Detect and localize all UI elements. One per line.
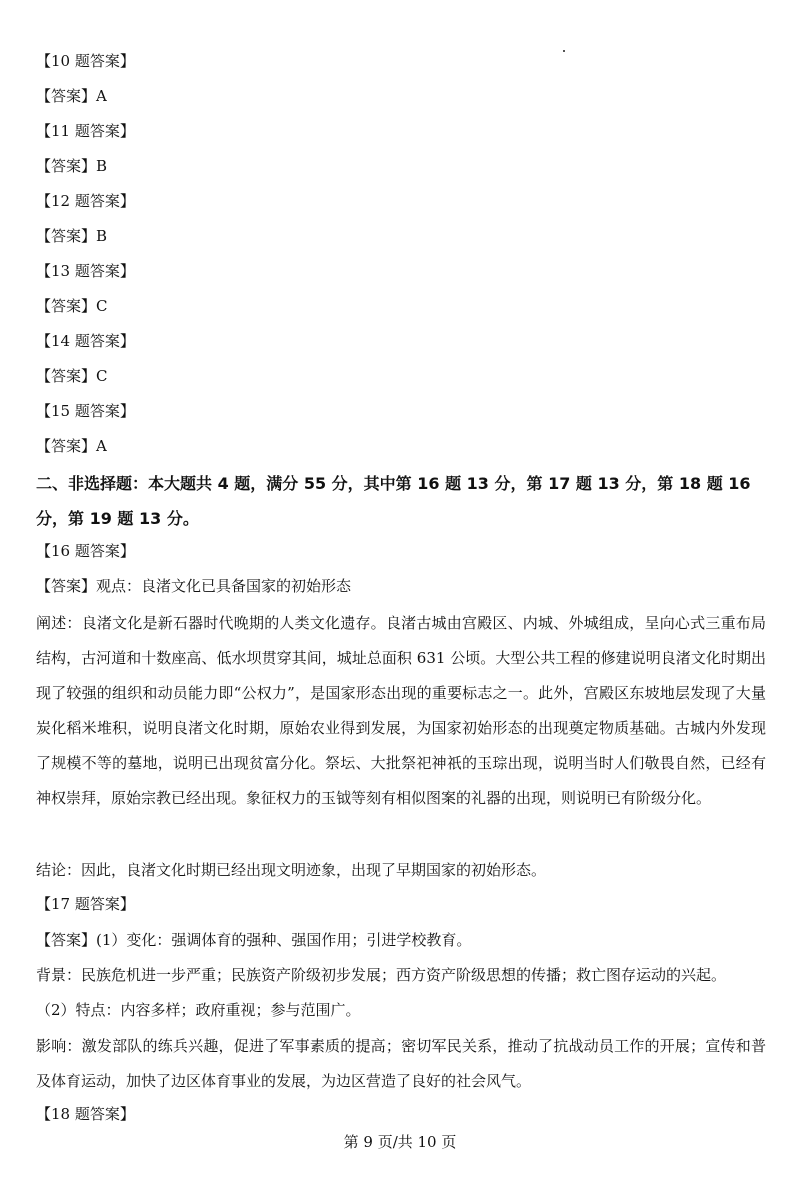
q13-label: 【13 题答案】 bbox=[36, 262, 135, 280]
q16-viewpoint: 【答案】观点：良渚文化已具备国家的初始形态 bbox=[36, 577, 352, 595]
q16-label: 【16 题答案】 bbox=[36, 542, 135, 560]
q11-answer: 【答案】B bbox=[36, 157, 108, 175]
q17-change: 【答案】(1）变化：强调体育的强种、强国作用；引进学校教育。 bbox=[36, 931, 472, 949]
q16-elaboration: 阐述：良渚文化是新石器时代晚期的人类文化遗存。良渚古城由宫殿区、内城、外城组成，呈向心式三重布局结构，古河道和十数座高、低水坝贯穿其间，城址总面积 631 公顷。大型公共工程的修建说明良渚文化时期出现了较强的组织和动员能力即“公权力”，是国家形态出现的重要标志之一。此外，宫殿区东坡地层发现了大量炭化稻米堆积，说明良渚文化时期，原始农业得到发展，为国家初始形态的出现奠定物质基础。古城内外发现了规模不等的墓地，说明已出现贫富分化。祭坛、大批祭祀神祇的玉琮出现，说明当时人们敬畏自然，已经有神权崇拜，原始宗教已经出现。象征权力的玉钺等刻有相似图案的礼器的出现，则说明已有阶级分化。 bbox=[36, 614, 766, 807]
q10-label: 【10 题答案】 bbox=[36, 52, 135, 70]
q15-label: 【15 题答案】 bbox=[36, 402, 135, 420]
q14-answer: 【答案】C bbox=[36, 367, 108, 385]
q11-label: 【11 题答案】 bbox=[36, 122, 135, 140]
q17-features: （2）特点：内容多样；政府重视；参与范围广。 bbox=[36, 1001, 361, 1019]
page-number: 第 9 页/共 10 页 bbox=[343, 1133, 457, 1151]
q16-conclusion: 结论：因此，良渚文化时期已经出现文明迹象，出现了早期国家的初始形态。 bbox=[36, 861, 547, 879]
q12-answer: 【答案】B bbox=[36, 227, 108, 245]
q15-answer: 【答案】A bbox=[36, 437, 107, 455]
q17-background: 背景：民族危机进一步严重；民族资产阶级初步发展；西方资产阶级思想的传播；救亡图存运动的兴起。 bbox=[36, 966, 727, 984]
q17-label: 【17 题答案】 bbox=[36, 895, 135, 913]
q14-label: 【14 题答案】 bbox=[36, 332, 135, 350]
q12-label: 【12 题答案】 bbox=[36, 192, 135, 210]
scan-mark bbox=[563, 50, 565, 52]
section-2-heading: 二、非选择题：本大题共 4 题，满分 55 分，其中第 16 题 13 分，第 17 题 13 分，第 18 题 16 分，第 19 题 13 分。 bbox=[36, 474, 751, 528]
q10-answer: 【答案】A bbox=[36, 87, 107, 105]
q13-answer: 【答案】C bbox=[36, 297, 108, 315]
q18-label: 【18 题答案】 bbox=[36, 1105, 135, 1123]
q17-impact: 影响：激发部队的练兵兴趣，促进了军事素质的提高；密切军民关系，推动了抗战动员工作的开展；宣传和普及体育运动，加快了边区体育事业的发展，为边区营造了良好的社会风气。 bbox=[36, 1037, 766, 1090]
